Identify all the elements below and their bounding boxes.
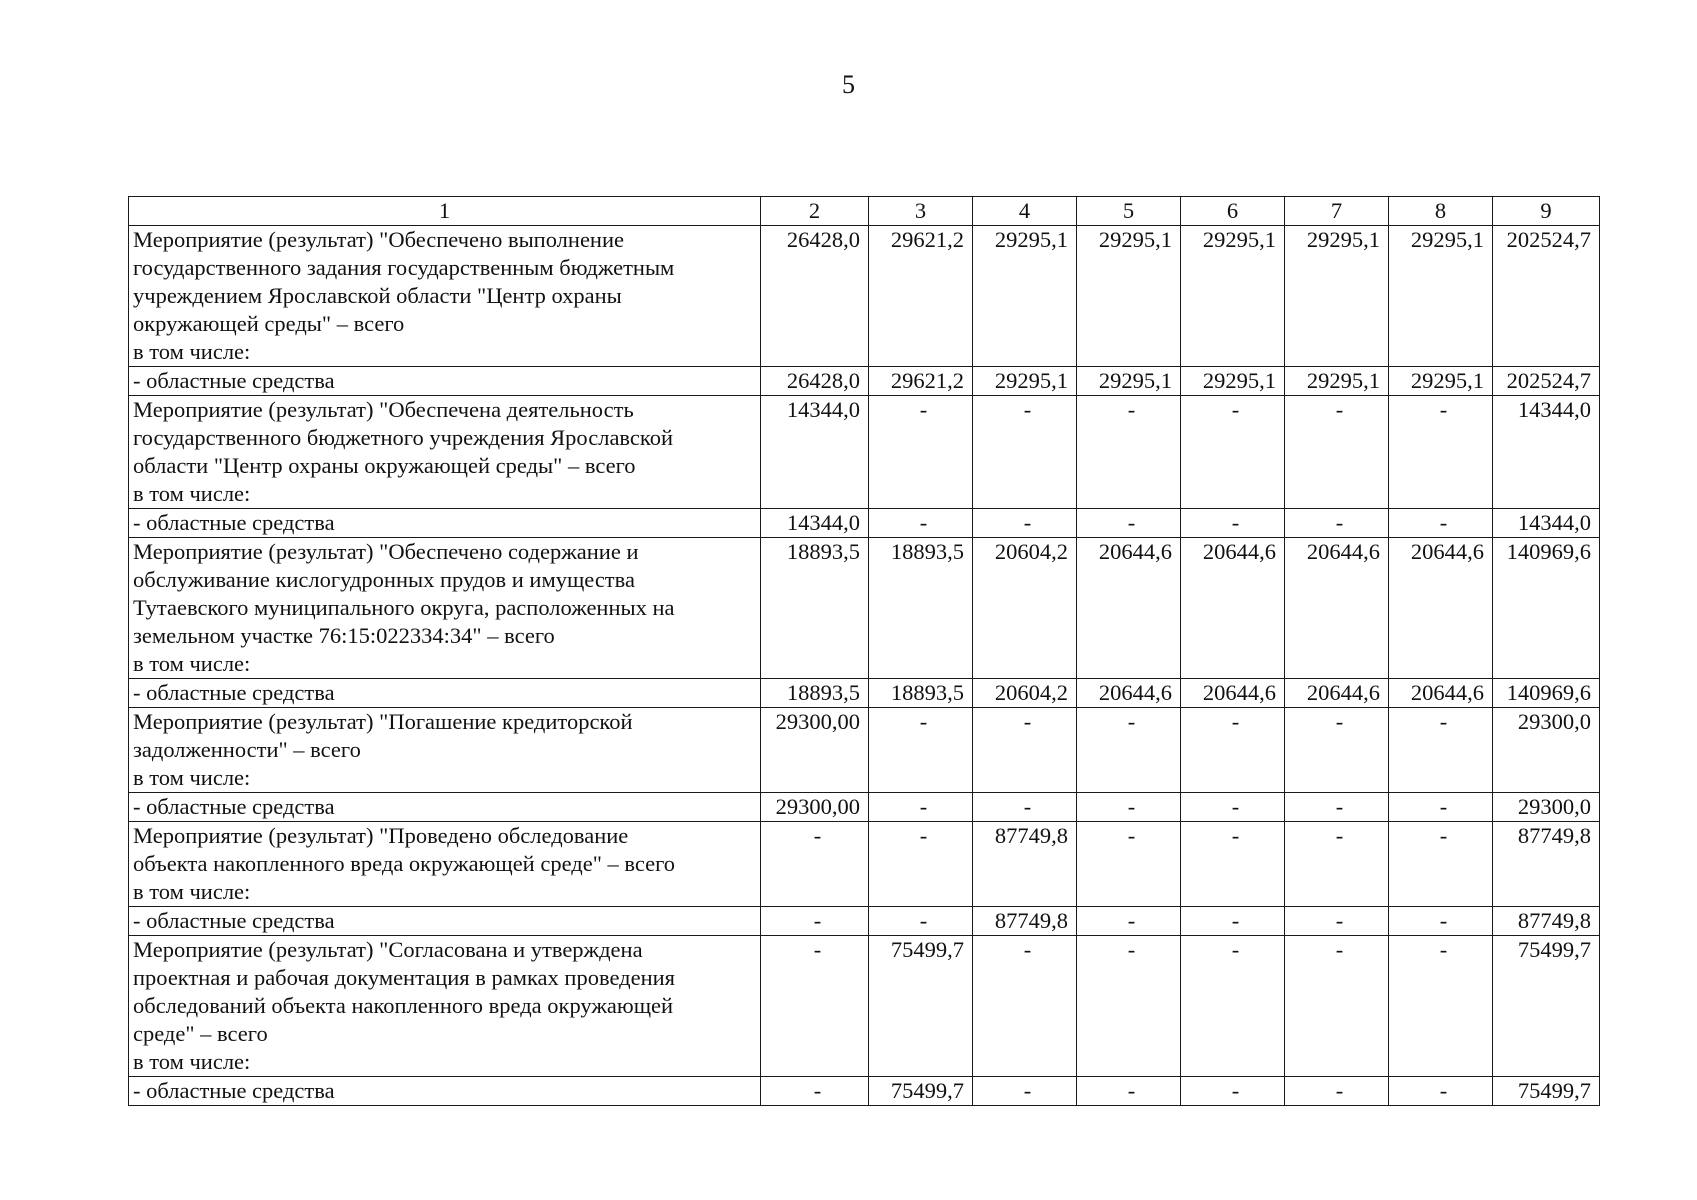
value-cell-col-4: - xyxy=(973,793,1077,822)
table-row xyxy=(129,396,1600,509)
value-cell-col-9: 14344,0 xyxy=(1493,396,1600,509)
column-header-1: 1 xyxy=(129,197,761,226)
column-header-5: 5 xyxy=(1077,197,1181,226)
table-row xyxy=(129,1077,1600,1106)
value-cell-col-4: - xyxy=(973,396,1077,509)
value-cell-col-4: - xyxy=(973,936,1077,1077)
table-row xyxy=(129,538,1600,679)
table-row xyxy=(129,793,1600,822)
value-cell-col-5: - xyxy=(1077,907,1181,936)
value-cell-col-8: - xyxy=(1389,936,1493,1077)
page-number: 5 xyxy=(842,70,855,99)
value-cell-col-8: 20644,6 xyxy=(1389,538,1493,679)
table-row xyxy=(129,708,1600,793)
value-cell-col-5: 20644,6 xyxy=(1077,538,1181,679)
value-cell-col-7: - xyxy=(1285,1077,1389,1106)
row-description: - областные средства xyxy=(129,509,761,538)
value-cell-col-6: 29295,1 xyxy=(1181,226,1285,367)
column-header-7: 7 xyxy=(1285,197,1389,226)
row-description: Мероприятие (результат) "Обеспечено выполнение государственного задания государственным бюджетным учреждением Ярославской области "Центр охраны окружающей среды" – всего в том числе: xyxy=(129,226,761,367)
table-header-row xyxy=(129,197,1600,226)
value-cell-col-7: - xyxy=(1285,936,1389,1077)
value-cell-col-3: - xyxy=(869,708,973,793)
value-cell-col-5: - xyxy=(1077,822,1181,907)
value-cell-col-5: 29295,1 xyxy=(1077,367,1181,396)
table-body xyxy=(129,226,1600,1106)
value-cell-col-2: - xyxy=(761,822,869,907)
value-cell-col-2: 14344,0 xyxy=(761,396,869,509)
value-cell-col-2: 26428,0 xyxy=(761,367,869,396)
value-cell-col-7: - xyxy=(1285,822,1389,907)
table-row xyxy=(129,367,1600,396)
value-cell-col-3: - xyxy=(869,907,973,936)
column-header-4: 4 xyxy=(973,197,1077,226)
value-cell-col-3: 29621,2 xyxy=(869,226,973,367)
value-cell-col-8: 20644,6 xyxy=(1389,679,1493,708)
value-cell-col-2: 18893,5 xyxy=(761,538,869,679)
value-cell-col-9: 29300,0 xyxy=(1493,793,1600,822)
column-header-2: 2 xyxy=(761,197,869,226)
table-row xyxy=(129,509,1600,538)
value-cell-col-5: - xyxy=(1077,936,1181,1077)
table-row xyxy=(129,226,1600,367)
value-cell-col-5: - xyxy=(1077,509,1181,538)
value-cell-col-5: - xyxy=(1077,793,1181,822)
value-cell-col-7: 20644,6 xyxy=(1285,538,1389,679)
value-cell-col-3: - xyxy=(869,396,973,509)
value-cell-col-2: 18893,5 xyxy=(761,679,869,708)
value-cell-col-8: - xyxy=(1389,509,1493,538)
value-cell-col-4: - xyxy=(973,509,1077,538)
row-description: Мероприятие (результат) "Проведено обследование объекта накопленного вреда окружающей среде" – всего в том числе: xyxy=(129,822,761,907)
column-header-3: 3 xyxy=(869,197,973,226)
value-cell-col-2: - xyxy=(761,1077,869,1106)
value-cell-col-7: - xyxy=(1285,708,1389,793)
value-cell-col-3: 75499,7 xyxy=(869,1077,973,1106)
row-description: - областные средства xyxy=(129,907,761,936)
row-description: Мероприятие (результат) "Обеспечено содержание и обслуживание кислогудронных прудов и имущества Тутаевского муниципального округа, расположенных на земельном участке 76:15:022334:34" – всего в том числе: xyxy=(129,538,761,679)
value-cell-col-5: - xyxy=(1077,396,1181,509)
value-cell-col-4: 87749,8 xyxy=(973,907,1077,936)
value-cell-col-3: 75499,7 xyxy=(869,936,973,1077)
value-cell-col-9: 75499,7 xyxy=(1493,1077,1600,1106)
value-cell-col-9: 202524,7 xyxy=(1493,367,1600,396)
value-cell-col-9: 140969,6 xyxy=(1493,538,1600,679)
value-cell-col-6: - xyxy=(1181,1077,1285,1106)
row-description: - областные средства xyxy=(129,679,761,708)
value-cell-col-9: 87749,8 xyxy=(1493,907,1600,936)
value-cell-col-3: 18893,5 xyxy=(869,538,973,679)
value-cell-col-9: 140969,6 xyxy=(1493,679,1600,708)
value-cell-col-4: 29295,1 xyxy=(973,367,1077,396)
value-cell-col-3: 18893,5 xyxy=(869,679,973,708)
value-cell-col-6: 29295,1 xyxy=(1181,367,1285,396)
value-cell-col-7: 20644,6 xyxy=(1285,679,1389,708)
value-cell-col-7: - xyxy=(1285,396,1389,509)
value-cell-col-6: 20644,6 xyxy=(1181,538,1285,679)
value-cell-col-2: 14344,0 xyxy=(761,509,869,538)
value-cell-col-6: - xyxy=(1181,907,1285,936)
value-cell-col-8: - xyxy=(1389,1077,1493,1106)
table-row xyxy=(129,936,1600,1077)
row-description: Мероприятие (результат) "Обеспечена деятельность государственного бюджетного учреждения Ярославской области "Центр охраны окружающей среды" – всего в том числе: xyxy=(129,396,761,509)
value-cell-col-9: 202524,7 xyxy=(1493,226,1600,367)
value-cell-col-2: - xyxy=(761,907,869,936)
table-row xyxy=(129,822,1600,907)
value-cell-col-6: - xyxy=(1181,708,1285,793)
value-cell-col-6: 20644,6 xyxy=(1181,679,1285,708)
row-description: - областные средства xyxy=(129,793,761,822)
value-cell-col-6: - xyxy=(1181,936,1285,1077)
column-header-8: 8 xyxy=(1389,197,1493,226)
value-cell-col-4: 87749,8 xyxy=(973,822,1077,907)
value-cell-col-4: 20604,2 xyxy=(973,538,1077,679)
row-description: Мероприятие (результат) "Согласована и утверждена проектная и рабочая документация в рамках проведения обследований объекта накопленного вреда окружающей среде" – всего в том числе: xyxy=(129,936,761,1077)
column-header-9: 9 xyxy=(1493,197,1600,226)
table-row xyxy=(129,907,1600,936)
value-cell-col-8: - xyxy=(1389,708,1493,793)
value-cell-col-2: 26428,0 xyxy=(761,226,869,367)
value-cell-col-7: - xyxy=(1285,907,1389,936)
value-cell-col-7: 29295,1 xyxy=(1285,367,1389,396)
value-cell-col-4: - xyxy=(973,708,1077,793)
budget-table-container xyxy=(128,196,1599,1106)
value-cell-col-4: - xyxy=(973,1077,1077,1106)
value-cell-col-7: - xyxy=(1285,509,1389,538)
value-cell-col-6: - xyxy=(1181,822,1285,907)
value-cell-col-5: 20644,6 xyxy=(1077,679,1181,708)
value-cell-col-2: 29300,00 xyxy=(761,708,869,793)
value-cell-col-4: 29295,1 xyxy=(973,226,1077,367)
value-cell-col-6: - xyxy=(1181,793,1285,822)
value-cell-col-8: 29295,1 xyxy=(1389,367,1493,396)
column-header-6: 6 xyxy=(1181,197,1285,226)
value-cell-col-9: 14344,0 xyxy=(1493,509,1600,538)
value-cell-col-9: 87749,8 xyxy=(1493,822,1600,907)
value-cell-col-9: 29300,0 xyxy=(1493,708,1600,793)
table-row xyxy=(129,679,1600,708)
value-cell-col-8: - xyxy=(1389,793,1493,822)
row-description: Мероприятие (результат) "Погашение кредиторской задолженности" – всего в том числе: xyxy=(129,708,761,793)
value-cell-col-8: - xyxy=(1389,396,1493,509)
value-cell-col-5: 29295,1 xyxy=(1077,226,1181,367)
row-description: - областные средства xyxy=(129,367,761,396)
value-cell-col-5: - xyxy=(1077,708,1181,793)
value-cell-col-7: 29295,1 xyxy=(1285,226,1389,367)
value-cell-col-3: - xyxy=(869,822,973,907)
value-cell-col-8: - xyxy=(1389,907,1493,936)
value-cell-col-4: 20604,2 xyxy=(973,679,1077,708)
value-cell-col-2: - xyxy=(761,936,869,1077)
value-cell-col-6: - xyxy=(1181,396,1285,509)
value-cell-col-3: 29621,2 xyxy=(869,367,973,396)
value-cell-col-7: - xyxy=(1285,793,1389,822)
value-cell-col-5: - xyxy=(1077,1077,1181,1106)
value-cell-col-3: - xyxy=(869,793,973,822)
value-cell-col-6: - xyxy=(1181,509,1285,538)
budget-table xyxy=(128,196,1600,1106)
value-cell-col-8: 29295,1 xyxy=(1389,226,1493,367)
value-cell-col-2: 29300,00 xyxy=(761,793,869,822)
value-cell-col-9: 75499,7 xyxy=(1493,936,1600,1077)
value-cell-col-3: - xyxy=(869,509,973,538)
row-description: - областные средства xyxy=(129,1077,761,1106)
value-cell-col-8: - xyxy=(1389,822,1493,907)
